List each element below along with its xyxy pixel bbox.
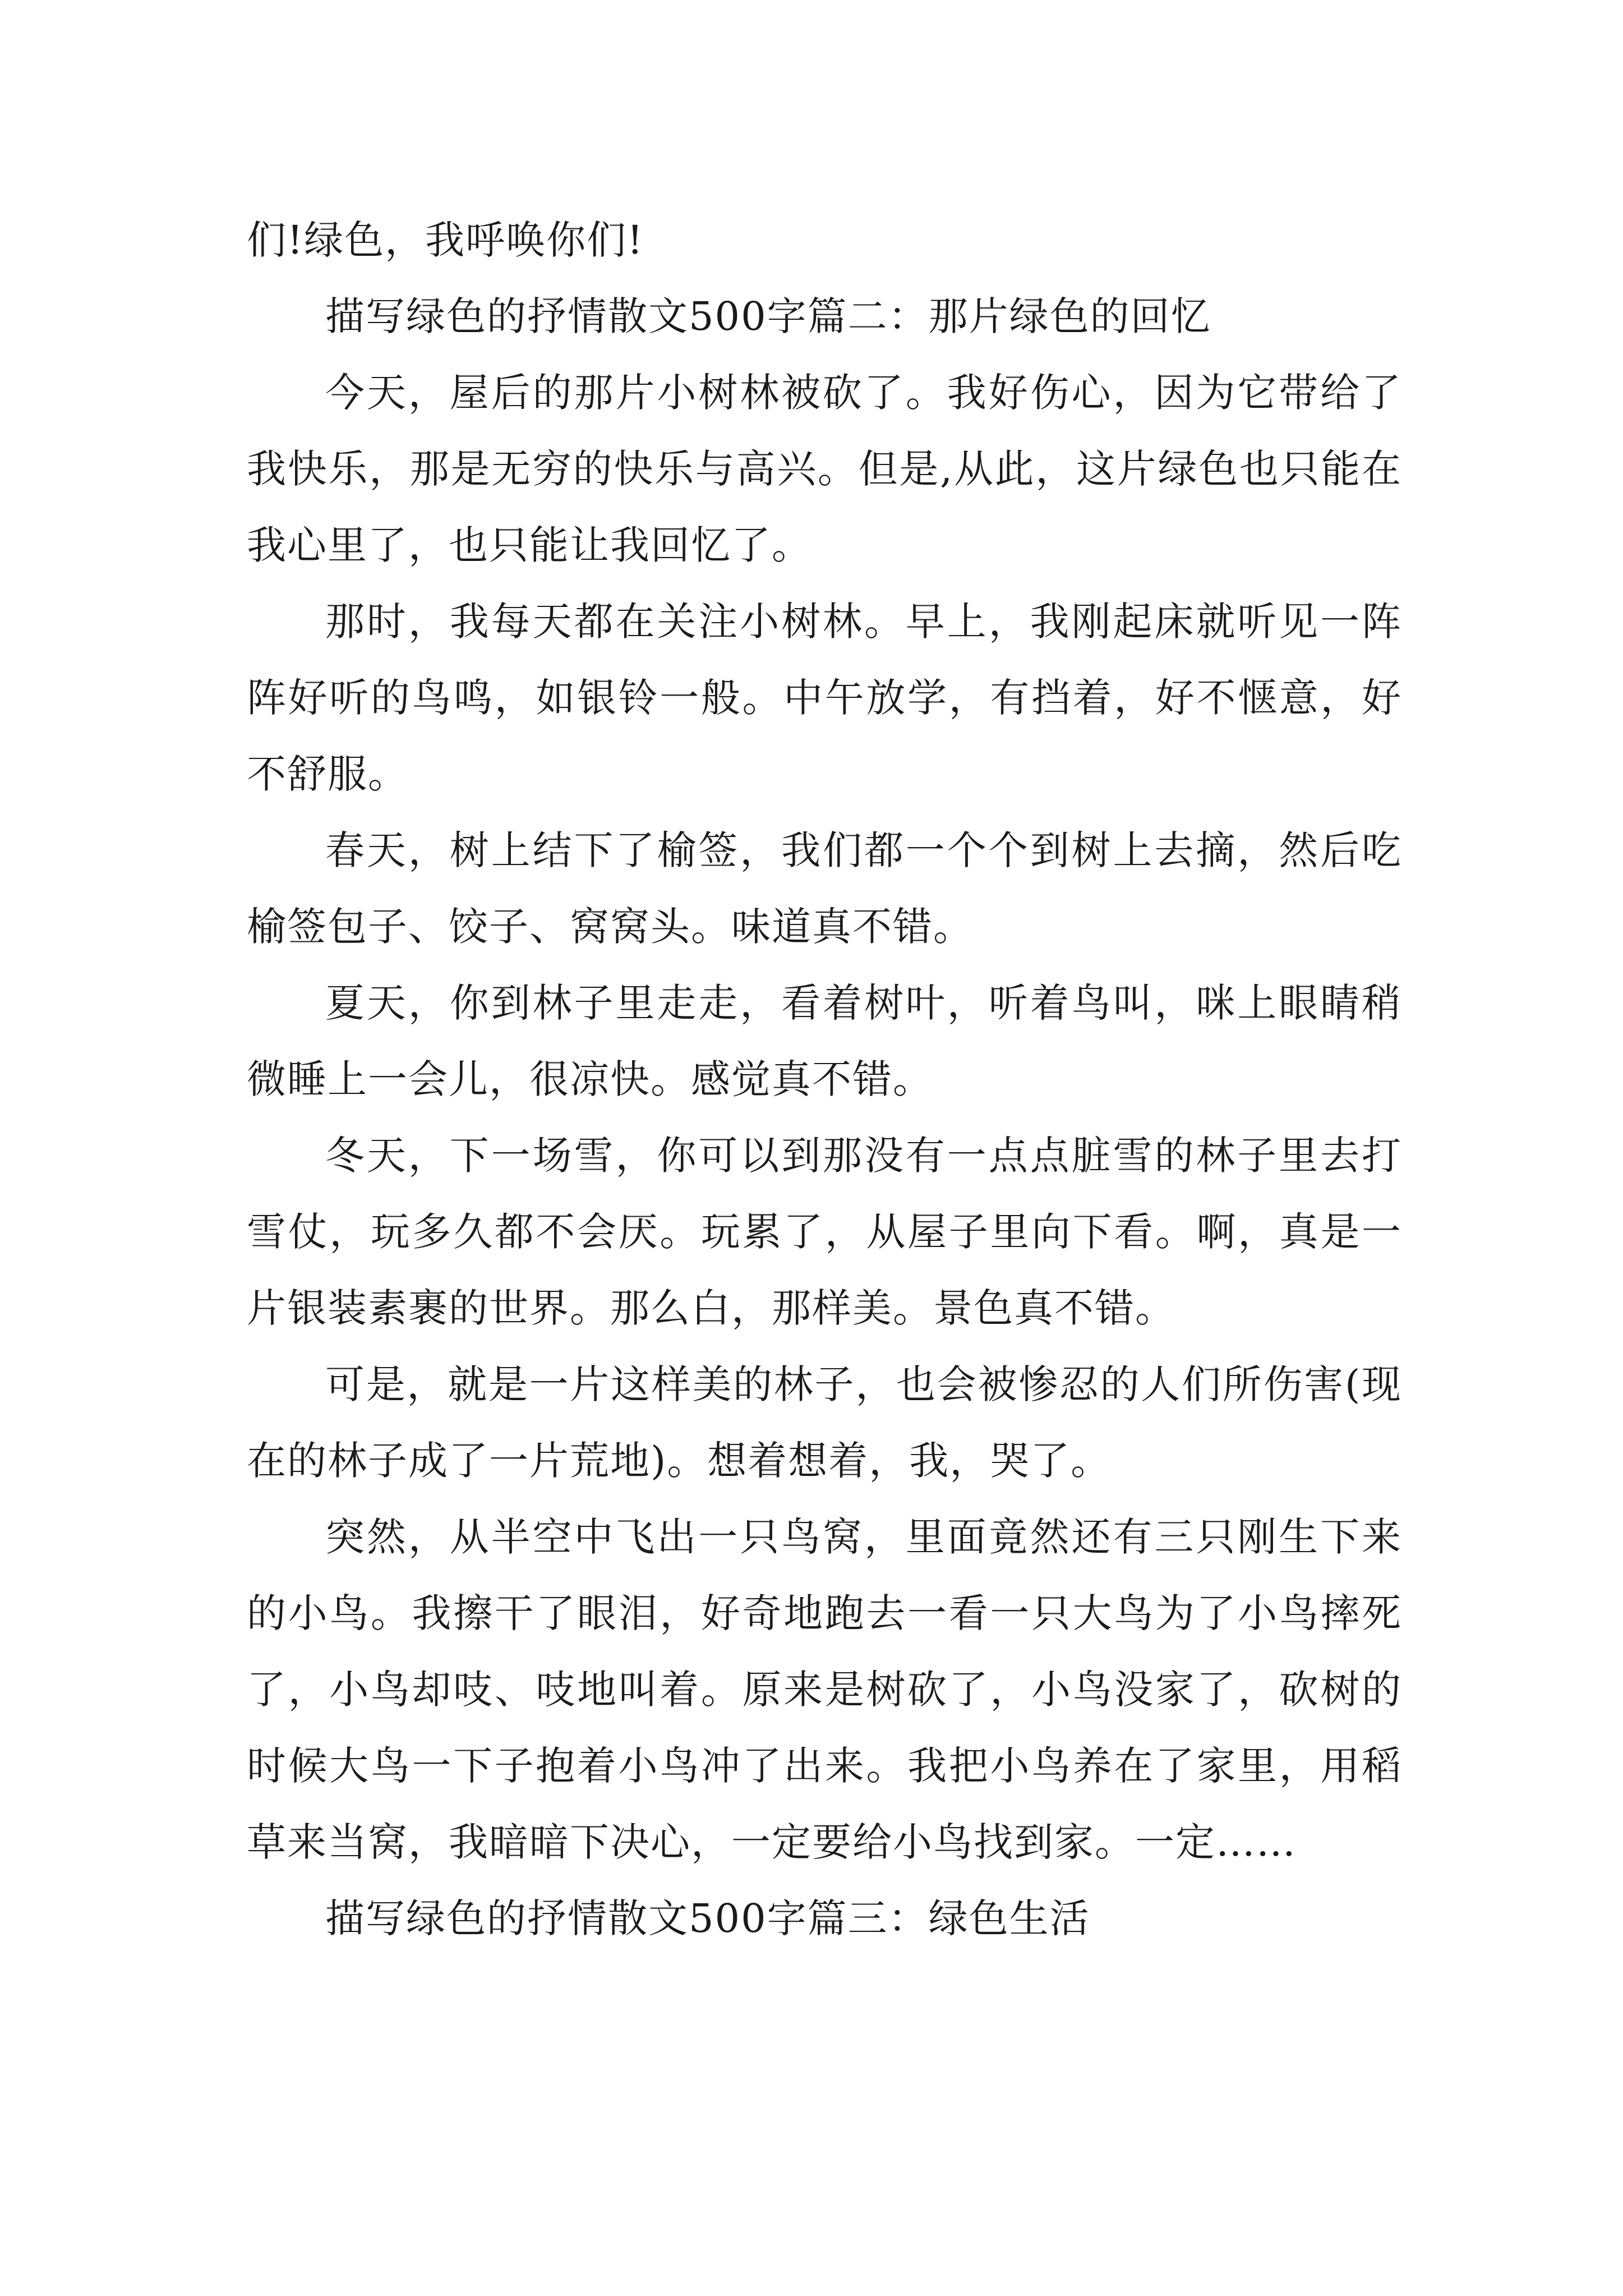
paragraph: 可是，就是一片这样美的林子，也会被惨忍的人们所伤害(现在的林子成了一片荒地)。想着想着，我，哭了。 (247, 1361, 1402, 1484)
paragraph: 冬天，下一场雪，你可以到那没有一点点脏雪的林子里去打雪仗，玩多久都不会厌。玩累了，从屋子里向下看。啊，真是一片银装素裹的世界。那么白，那样美。景色真不错。 (247, 1133, 1402, 1331)
section-heading-three: 描写绿色的抒情散文500字篇三：绿色生活 (325, 1895, 1090, 1941)
paragraph: 春天，树上结下了榆签，我们都一个个到树上去摘，然后吃榆签包子、饺子、窝窝头。味道真不错。 (247, 827, 1402, 950)
document-body (247, 202, 1402, 1957)
paragraph: 今天，屋后的那片小树林被砍了。我好伤心，因为它带给了我快乐，那是无穷的快乐与高兴。但是,从此，这片绿色也只能在我心里了，也只能让我回忆了。 (247, 370, 1402, 568)
paragraph: 突然，从半空中飞出一只鸟窝，里面竟然还有三只刚生下来的小鸟。我擦干了眼泪，好奇地跑去一看一只大鸟为了小鸟摔死了，小鸟却吱、吱地叫着。原来是树砍了，小鸟没家了，砍树的时候大鸟一下子抱着小鸟冲了出来。我把小鸟养在了家里，用稻草来当窝，我暗暗下决心，一定要给小鸟找到家。一定…… (247, 1514, 1402, 1865)
continuation-paragraph: 们!绿色，我呼唤你们! (247, 217, 644, 263)
paragraph: 那时，我每天都在关注小树林。早上，我刚起床就听见一阵阵好听的鸟鸣，如银铃一般。中午放学，有挡着，好不惬意，好不舒服。 (247, 599, 1402, 797)
paragraph: 夏天，你到林子里走走，看着树叶，听着鸟叫，咪上眼睛稍微睡上一会儿，很凉快。感觉真不错。 (247, 980, 1402, 1102)
section-heading-two: 描写绿色的抒情散文500字篇二：那片绿色的回忆 (325, 293, 1211, 339)
